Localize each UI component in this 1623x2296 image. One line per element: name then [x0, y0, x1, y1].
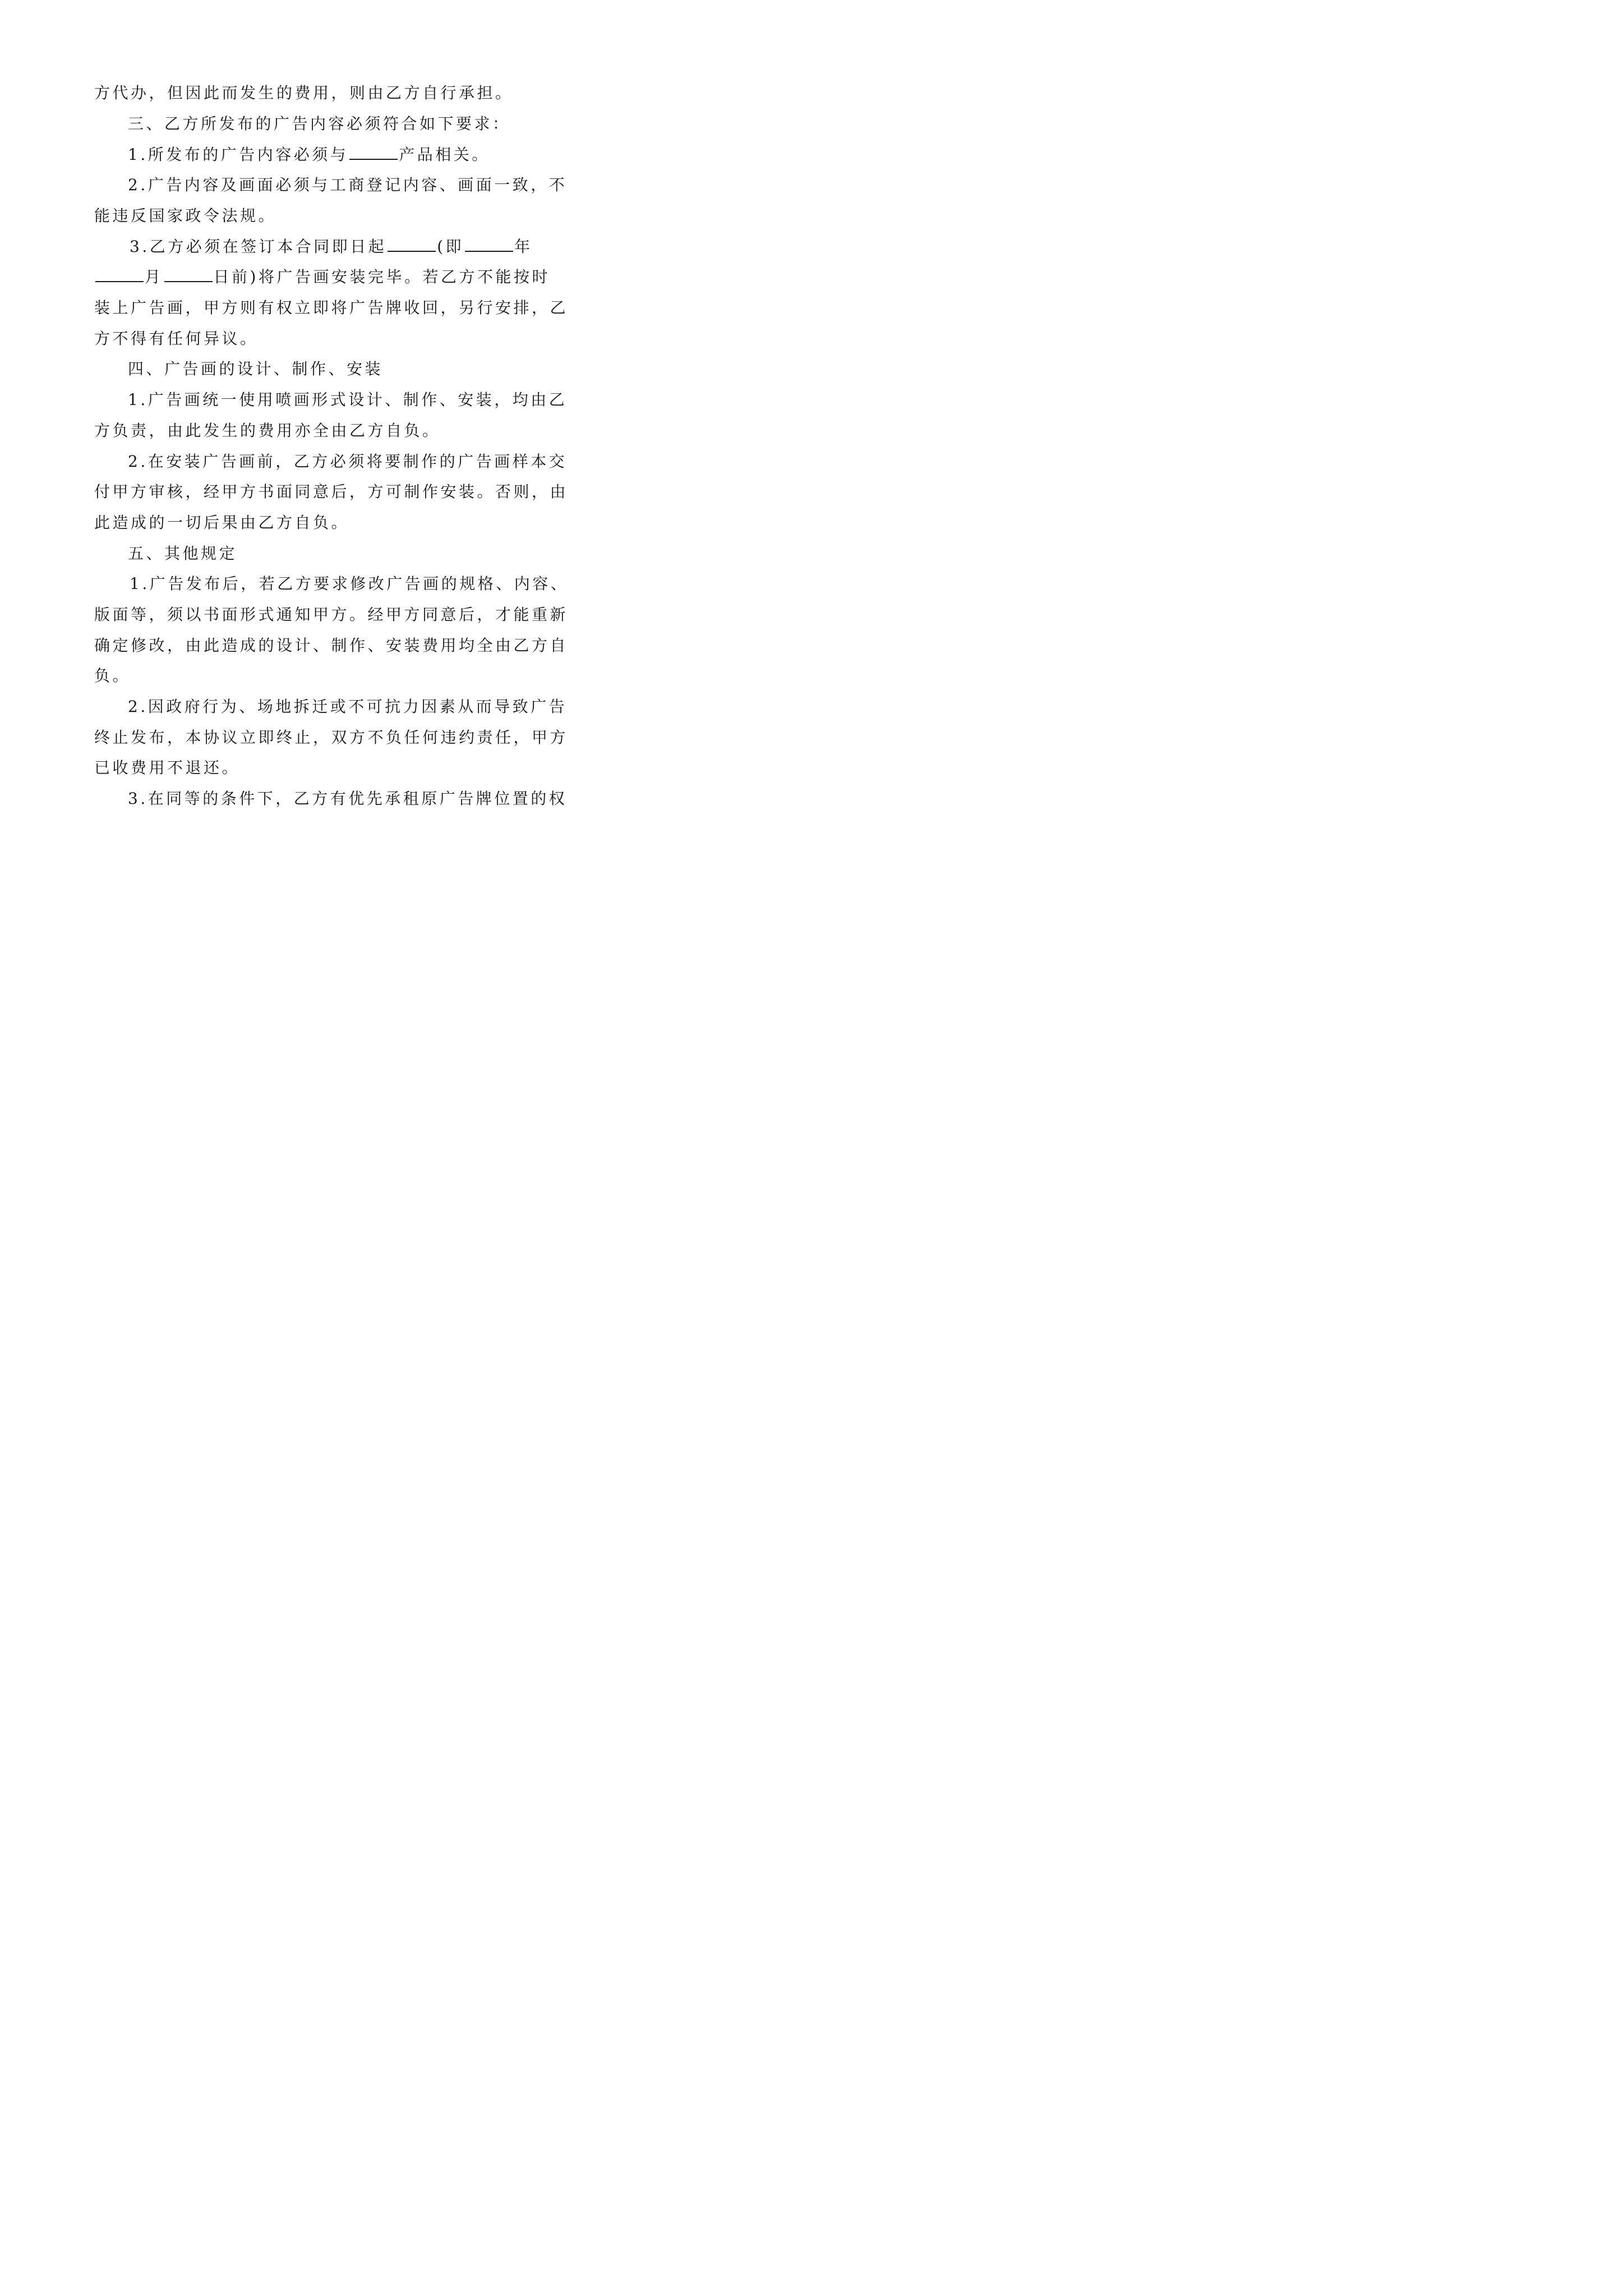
paragraph-line: 方负责，由此发生的费用亦全由乙方自负。 [94, 421, 441, 440]
fill-in-blank [465, 237, 513, 252]
paragraph-line: 2.广告内容及画面必须与工商登记内容、画面一致，不 [128, 176, 568, 194]
fill-in-blank [388, 237, 436, 252]
paragraph-line: 已收费用不退还。 [94, 758, 241, 777]
line-text: 产品相关。 [399, 145, 490, 164]
paragraph-line: 版面等，须以书面形式通知甲方。经甲方同意后，才能重新 [94, 605, 569, 624]
line-text: 1.所发布的广告内容必须与 [128, 145, 349, 164]
line-text: (即 [437, 237, 464, 256]
fill-in-blank [95, 268, 144, 282]
fill-in-blank [349, 145, 398, 160]
paragraph-line: 3.在同等的条件下，乙方有优先承租原广告牌位置的权 [128, 789, 568, 808]
section-heading-5: 五、其他规定 [128, 544, 238, 563]
paragraph-line: 此造成的一切后果由乙方自负。 [94, 513, 350, 532]
paragraph-line: 确定修改，由此造成的设计、制作、安装费用均全由乙方自 [94, 636, 569, 655]
line-text: 3.乙方必须在签订本合同即日起 [130, 237, 387, 256]
paragraph-line: 负。 [94, 666, 131, 685]
paragraph-line: 能违反国家政令法规。 [94, 206, 277, 225]
paragraph-line: 方代办，但因此而发生的费用，则由乙方自行承担。 [94, 84, 514, 102]
paragraph-line: 2.因政府行为、场地拆迁或不可抗力因素从而导致广告 [128, 697, 568, 716]
paragraph-line: 付甲方审核，经甲方书面同意后，方可制作安装。否则，由 [94, 482, 569, 501]
paragraph-line: 1.广告发布后，若乙方要求修改广告画的规格、内容、 [130, 574, 569, 593]
paragraph-line [130, 236, 533, 258]
line-text: 月 [145, 268, 163, 286]
paragraph-line: 装上广告画，甲方则有权立即将广告牌收回，另行安排，乙 [94, 298, 569, 317]
section-heading-4: 四、广告画的设计、制作、安装 [128, 360, 384, 378]
paragraph-line [128, 144, 490, 166]
section-heading-3: 三、乙方所发布的广告内容必须符合如下要求： [128, 114, 511, 133]
paragraph-line: 方不得有任何异议。 [94, 329, 259, 348]
fill-in-blank [164, 268, 213, 282]
document-page [0, 0, 619, 876]
paragraph-line: 终止发布，本协议立即终止，双方不负任何违约责任，甲方 [94, 728, 569, 747]
paragraph-line: 2.在安装广告画前，乙方必须将要制作的广告画样本交 [128, 452, 568, 471]
paragraph-line: 1.广告画统一使用喷画形式设计、制作、安装，均由乙 [128, 390, 568, 409]
line-text: 年 [514, 237, 533, 256]
line-text: 日前)将广告画安装完毕。若乙方不能按时 [213, 268, 550, 286]
paragraph-line [94, 266, 550, 288]
